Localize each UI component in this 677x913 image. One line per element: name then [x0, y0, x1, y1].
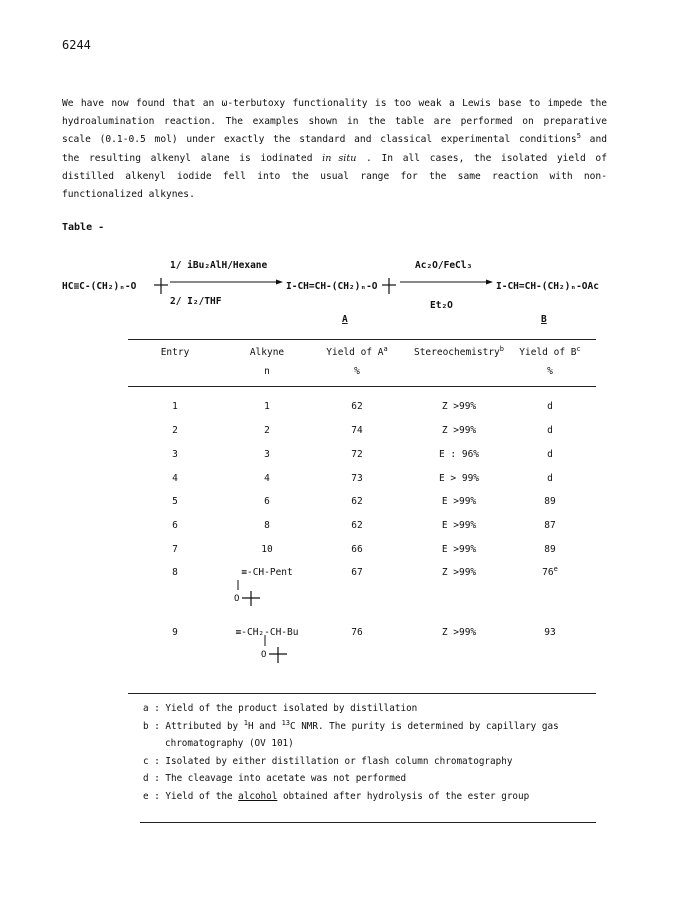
cell-alkyne: 2 — [264, 425, 270, 436]
cell-yield-a: 72 — [351, 449, 363, 460]
header-entry: Entry — [160, 347, 190, 358]
cell-alkyne: 10 — [261, 544, 273, 555]
step1-reagent-top: 1/ iBu₂AlH/Hexane — [170, 260, 268, 271]
table-top-rule — [128, 339, 596, 340]
cell-yield-b: 76e — [542, 565, 558, 578]
cell-stereochemistry: Z >99% — [441, 567, 477, 578]
cell-yield-a: 74 — [351, 425, 363, 436]
cell-entry: 3 — [172, 449, 178, 460]
product-a-formula: I-CH=CH-(CH₂)ₙ-O — [286, 281, 378, 292]
oxygen-label: O — [261, 650, 267, 660]
header-yield-a-unit: % — [354, 366, 360, 377]
cell-yield-b: d — [547, 401, 553, 412]
cell-yield-b: d — [547, 449, 553, 460]
paragraph-line: functionalized alkynes. — [62, 189, 195, 201]
cell-entry: 1 — [172, 401, 178, 412]
header-stereochemistry: Stereochemistry$^b$ — [413, 345, 504, 358]
step1-reagent-bottom: 2/ I₂/THF — [170, 296, 222, 307]
page-number: 6244 — [62, 38, 91, 52]
footnote-a: a : Yield of the product isolated by distillation — [143, 703, 418, 714]
cell-stereochemistry: E >99% — [441, 520, 477, 531]
cell-yield-b: d — [547, 425, 553, 436]
reaction-scheme — [0, 250, 677, 330]
header-yield-a: Yield of $A^a$ — [326, 345, 388, 358]
cell-alkyne: ≡-CH₂-CH-Bu — [235, 627, 299, 638]
paragraph-line: scale (0.1-0.5 mol) under exactly the standard and classical experimental conditions$^5$ and — [62, 132, 607, 146]
cell-yield-a: 62 — [351, 496, 363, 507]
product-a-label: A — [342, 314, 348, 325]
cell-alkyne: ≡-CH-Pent — [241, 567, 293, 578]
cell-yield-b: 93 — [544, 627, 556, 638]
cell-entry: 9 — [172, 627, 178, 638]
cell-yield-a: 62 — [351, 520, 363, 531]
cell-stereochemistry: E >99% — [441, 496, 477, 507]
footnote-top-rule — [128, 693, 596, 694]
header-alkyne: Alkyne — [249, 347, 285, 358]
cell-alkyne: 3 — [264, 449, 270, 460]
cell-alkyne: 4 — [264, 473, 270, 484]
cell-alkyne: 1 — [264, 401, 270, 412]
header-yield-b: Yield of $B^c$ — [519, 345, 581, 358]
cell-stereochemistry: E : 96% — [438, 449, 480, 460]
cell-stereochemistry: Z >99% — [441, 627, 477, 638]
cell-yield-b: 89 — [544, 544, 556, 555]
cell-yield-a: 62 — [351, 401, 363, 412]
cell-entry: 5 — [172, 496, 178, 507]
step2-reagent-bottom: Et₂O — [430, 300, 453, 311]
cell-stereochemistry: Z >99% — [441, 401, 477, 412]
paragraph-line: distilled alkenyl iodide fell into the usual range for the same reaction with non- — [62, 170, 607, 182]
cell-entry: 8 — [172, 567, 178, 578]
in-situ-italic: in situ — [322, 152, 357, 164]
intro-paragraph — [62, 95, 607, 204]
cell-entry: 2 — [172, 425, 178, 436]
cell-yield-a: 67 — [351, 567, 363, 578]
oxygen-label: O — [234, 594, 240, 604]
header-yield-b-unit: % — [547, 366, 553, 377]
cell-yield-b: d — [547, 473, 553, 484]
paragraph-line: We have now found that an ω-terbutoxy functionality is too weak a Lewis base to impede the — [62, 98, 607, 109]
cell-alkyne: 8 — [264, 520, 270, 531]
cell-entry: 7 — [172, 544, 178, 555]
footnote-b: b : Attributed by $^1$H and $^{13}$C NMR. The purity is determined by capillary gas — [143, 718, 559, 732]
cell-entry: 6 — [172, 520, 178, 531]
cell-yield-b: 87 — [544, 520, 556, 531]
table-label: Table - — [62, 222, 105, 233]
cell-yield-b: 89 — [544, 496, 556, 507]
cell-yield-a: 76 — [351, 627, 363, 638]
arrowhead-1-icon — [276, 280, 283, 285]
footnote-e: e : Yield of the alcohol obtained after hydrolysis of the ester group — [143, 790, 530, 802]
cell-stereochemistry: E >99% — [441, 544, 477, 555]
cell-yield-a: 66 — [351, 544, 363, 555]
arrowhead-2-icon — [486, 280, 493, 285]
footnote-b-continued: chromatography (OV 101) — [165, 738, 294, 750]
tbutoxy-substituent-row8 — [226, 580, 286, 610]
paragraph-line: hydroalumination reaction. The examples shown in the table are performed on preparative — [62, 116, 607, 128]
cell-stereochemistry: Z >99% — [441, 425, 477, 436]
reactant-formula: HC≡C-(CH₂)ₙ-O — [62, 281, 137, 292]
product-b-formula: I-CH=CH-(CH₂)ₙ-OAc — [496, 281, 599, 292]
footnote-bottom-rule — [140, 822, 596, 823]
tbutyl-group-icon — [382, 278, 396, 294]
tbutyl-group-icon — [154, 278, 168, 294]
tbutoxy-substituent-row9 — [253, 635, 313, 667]
cell-alkyne: 6 — [264, 496, 270, 507]
cell-entry: 4 — [172, 473, 178, 484]
step2-reagent-top: Ac₂O/FeCl₃ — [415, 260, 473, 271]
footnotes — [143, 700, 559, 806]
header-alkyne-n: n — [264, 366, 270, 377]
paragraph-line: the resulting alkenyl alane is iodinated in situ . In all cases, the isolated yield of — [62, 152, 607, 164]
cell-stereochemistry: E > 99% — [438, 473, 480, 484]
product-b-label: B — [541, 314, 547, 325]
cell-yield-a: 73 — [351, 473, 363, 484]
table-header-rule — [128, 386, 596, 387]
footnote-d: d : The cleavage into acetate was not performed — [143, 773, 407, 785]
footnote-c: c : Isolated by either distillation or flash column chromatography — [143, 755, 513, 767]
